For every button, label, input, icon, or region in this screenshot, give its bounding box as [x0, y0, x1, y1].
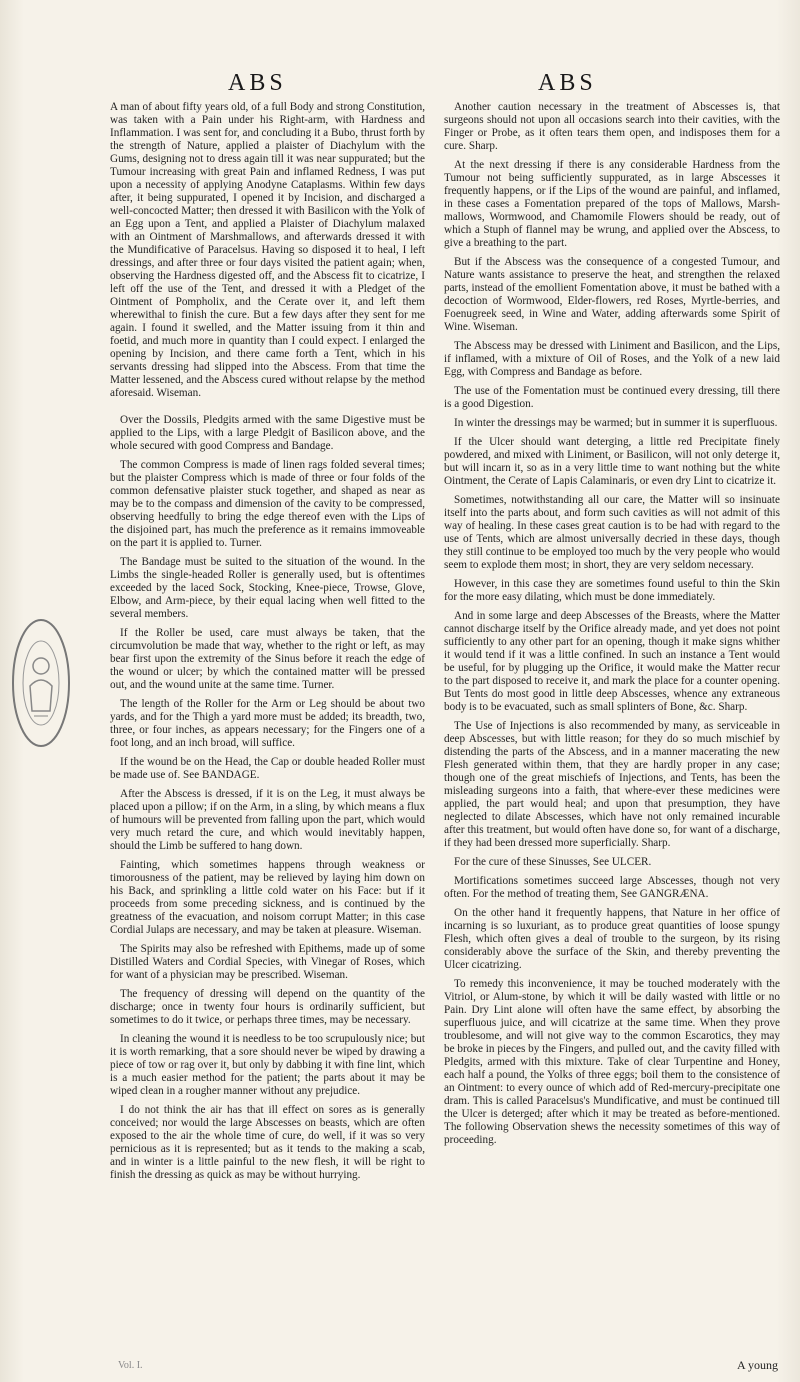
paragraph: If the wound be on the Head, the Cap or double headed Roller must be made use of. See BANDAGE.: [110, 756, 425, 781]
paragraph: On the other hand it frequently happens, that Nature in her office of incarning is so luxuriant, as to produce great quantities of loose spungy Flesh, which often gives a deal of trouble to the surgeon, by its rising considerably above the surface of the Skin, and thereby preventing the Ulcer cicatrizing.: [444, 907, 780, 971]
paragraph: For the cure of these Sinusses, See ULCER.: [454, 856, 652, 868]
paragraph: To remedy this inconvenience, it may be touched moderately with the Vitriol, or Alum-stone, by which it will be daily wasted with little or no Pain. Dry Lint alone will often have the same effect, by absorbing the superfluous juice, and will cicatrize at the same time. When they prove troublesome, and will not give way to the common Escarotics, they may be broke in pieces by the Fingers, and pulled out, and the cavity filled with Pledgits, armed with this mixture. Take of clear Turpentine and Honey, each half a pound, the Yolks of three eggs; boil them to the consistence of an Ointment: to every ounce of which add of Red-mercury-precipitate one dram. This is called Paracelsus's Mundificative, and must be continued till the Ulcer is deterged; after which it may be treated as before-mentioned. The following Observation shews the necessity sometimes of this way of proceeding.: [444, 978, 780, 1146]
paragraph: Over the Dossils, Pledgits armed with the same Digestive must be applied to the Lips, with a large Pledgit of Basilicon above, and the whole secured with good Compress and Bandage.: [110, 414, 425, 452]
paragraph: Sometimes, notwithstanding all our care, the Matter will so insinuate itself into the parts about, and form such cavities as will not admit of this way of healing. In these cases great caution is to be had with regard to the use of Tents, which are almost universally decried in these days, though they still continue to be employed too much by the very people who would seem to explode them most; in short, they are very seldom necessary.: [444, 494, 780, 571]
paragraph: Mortifications sometimes succeed large Abscesses, though not very often. For the method of treating them, See GANGRÆNA.: [444, 875, 780, 900]
paragraph: After the Abscess is dressed, if it is on the Leg, it must always be placed upon a pillow; if on the Arm, in a sling, by which means a flux of humours will be prevented from falling upon the part, which would very much retard the cure, and which would inevitably happen, should the Limb be suffered to hang down.: [110, 788, 425, 852]
paragraph: At the next dressing if there is any considerable Hardness from the Tumour not being sufficiently suppurated, as in large Abscesses it frequently happens, or if the Lips of the wound are painful, and inflamed, in these cases a Fomentation prepared of the tops of Mallows, Marsh-mallows, Wormwood, and Chamomile Flowers should be ready, out of which a Stuph of flannel may be wrung, and applied over the Abscess, to give a breathing to the part.: [444, 159, 780, 249]
paragraph: And in some large and deep Abscesses of the Breasts, where the Matter cannot discharge itself by the Orifice already made, and yet does not point sufficiently to any other part for an opening, though it make signs whither it would tend if it was a little confined. In such an instance a Tent would be useful, for by plugging up the Orifice, it would make the Matter recur to the part disposed to receive it, and mark the place for a counter opening. But Tents do most good in little deep Abscesses, whence any extraneous body is to be evacuated, such as small splinters of Bone, &c. Sharp.: [444, 610, 780, 713]
paragraph: Fainting, which sometimes happens through weakness or timorousness of the patient, may be relieved by laying him down on his Back, and sprinkling a little cold water on his Face: but if it proceeds from some preceding sickness, and is continued by the greatness of the evacuation, and noisom corrupt Matter; in this case Cordial Julaps are necessary, and may be taken at pleasure. Wiseman.: [110, 859, 425, 936]
paragraph: The Use of Injections is also recommended by many, as serviceable in deep Abscesses, but with little reason; for they do so much mischief by distending the parts of the Abscess, and in a manner macerating the new Flesh generated within them, that they are hardly proper in any case; though one of the great mischiefs of Injections, and Tents, has been the misleading surgeons into a faith, that where-ever these medicines were applied, the part would heal; and upon that presumption, they have neglected to dilate Abscesses, which have not only remained incurable after this treatment, but would often have done so, for want of a discharge, if they had been dressed more superficially. Sharp.: [444, 720, 780, 849]
paragraph: The common Compress is made of linen rags folded several times; but the plaister Compress which is made of three or four folds of the common defensative plaister stuck together, and shaped as near as may be to the compass and dimension of the cavity to be compressed, observing heedfully to bring the edge thereof even with the Lips of the disjoined part, has much the preference as it remains immoveable on the part it is applied to. Turner.: [110, 459, 425, 549]
paragraph: Another caution necessary in the treatment of Abscesses is, that surgeons should not upon all occasions search into their cavities, with the Finger or Probe, as it often tears them open, and indisposes them for a cure. Sharp.: [444, 101, 780, 152]
paragraph: The frequency of dressing will depend on the quantity of the discharge; once in twenty four hours is ordinarily sufficient, but sometimes to do it twice, or perhaps three times, may be necessary.: [110, 988, 425, 1026]
running-header-right: ABS: [538, 70, 597, 96]
paragraph: A man of about fifty years old, of a full Body and strong Constitution, was taken with a Pain under his Right-arm, with Hardness and Inflammation. I was sent for, and concluding it a Bubo, thrust forth by the strength of Nature, applied a plaister of Diachylum with the Gums, designing not to dress again till it was near suppurated; but the Tumour increasing with great Pain and inflamed Redness, I was put upon a necessity of applying Anodyne Cataplasms. Within few days after, it being suppurated, I opened it by Incision, and discharged a well-concocted Matter; then dressed it with Basilicon with the Yolk of an Egg upon a Tent, and applied a Plaister of Diachylum malaxed with an Ointment of Marshmallows, and afterwards dressed it with the Mundificative of Paracelsus. Having so disposed it to heal, I left dressings, and after three or four days visited the patient again; when, observing the Hardness digested off, and the Abscess fit to cicatrize, I left off the use of the Tent, and dressed it with a Pledget of the Ointment of Pompholix, and the Cerate over it, and left them wherewithal to finish the cure. But a few days after they sent for me again. I found it swelled, and the Matter issuing from it thin and foetid, and much more in quantity than I could expect. I enlarged the opening by Incision, and there came forth a Tent, which in his servants dressing had slipped into the Abscess. From that time the Matter lessened, and the Abscess cured without relapse by the method aforesaid. Wiseman.: [110, 101, 425, 399]
paragraph: I do not think the air has that ill effect on sores as is generally conceived; nor would the large Abscesses on beasts, which are often exposed to the air the whole time of cure, do well, if it was so very pernicious as it is represented; but as it tends to the making a scab, and in winter is a little painful to the new flesh, it will be right to finish the dressing as quick as may be without hurrying.: [110, 1104, 425, 1181]
right-column: [444, 101, 780, 1153]
paragraph: If the Roller be used, care must always be taken, that the circumvolution be made that way, whether to the right or left, as may bear first upon the extremity of the Sinus before it reach the edge of the wound or ulcer; by which the contained matter will be pressed out, and the wound unite at the same time. Turner.: [110, 627, 425, 691]
paragraph: In cleaning the wound it is needless to be too scrupulously nice; but it is worth remarking, that a sore should never be wiped by drawing a piece of tow or rag over it, but only by dabbing it with fine lint, which is a much easier method for the patient; the parts about it may be wiped clean in a rougher manner without any prejudice.: [110, 1033, 425, 1097]
paragraph: However, in this case they are sometimes found useful to thin the Skin for the more easy dilating, which must be done immediately.: [444, 578, 780, 603]
running-header-left: ABS: [228, 70, 287, 96]
paragraph: The use of the Fomentation must be continued every dressing, till there is a good Digestion.: [444, 385, 780, 410]
signature-mark: Vol. I.: [118, 1360, 143, 1371]
library-stamp-icon: [10, 616, 72, 751]
paragraph: In winter the dressings may be warmed; but in summer it is superfluous.: [454, 417, 778, 429]
paragraph: If the Ulcer should want deterging, a little red Precipitate finely powdered, and mixed with Liniment, or Basilicon, will not only deterge it, but will incarn it, so as in a very little time to want nothing but the white Ointment, the Cerate of Lapis Calaminaris, or even dry Lint to cicatrize it.: [444, 436, 780, 487]
catchword: A young: [736, 1358, 778, 1372]
paragraph: But if the Abscess was the consequence of a congested Tumour, and Nature wants assistance to preserve the heat, and strengthen the relaxed parts, instead of the emollient Fomentation above, it must be bathed with a decoction of Wormwood, Elder-flowers, red Roses, Myrtle-berries, and Foenugreek seed, in Wine and Water, adding afterwards some Spirit of Wine. Wiseman.: [444, 256, 780, 333]
paragraph: The Spirits may also be refreshed with Epithems, made up of some Distilled Waters and Cordial Species, with Vinegar of Roses, which for want of a physician may be prescribed. Wiseman.: [110, 943, 425, 981]
paragraph: The Abscess may be dressed with Liniment and Basilicon, and the Lips, if inflamed, with a mixture of Oil of Roses, and the Yolk of a new laid Egg, with Compress and Bandage as before.: [444, 340, 780, 378]
running-headers: [0, 70, 800, 100]
left-column: [110, 101, 425, 1188]
paragraph: The Bandage must be suited to the situation of the wound. In the Limbs the single-headed Roller is generally used, but is oftentimes exceeded by the laced Sock, Stocking, Knee-piece, Trowse, Glove, Elbow, and Arm-piece, by their equal lacing when well fitted to the several members.: [110, 556, 425, 620]
paragraph: The length of the Roller for the Arm or Leg should be about two yards, and for the Thigh a yard more must be added; its breadth, two, three, or four inches, as appears necessary; for the Fingers one of a foot long, and an inch broad, will suffice.: [110, 698, 425, 749]
